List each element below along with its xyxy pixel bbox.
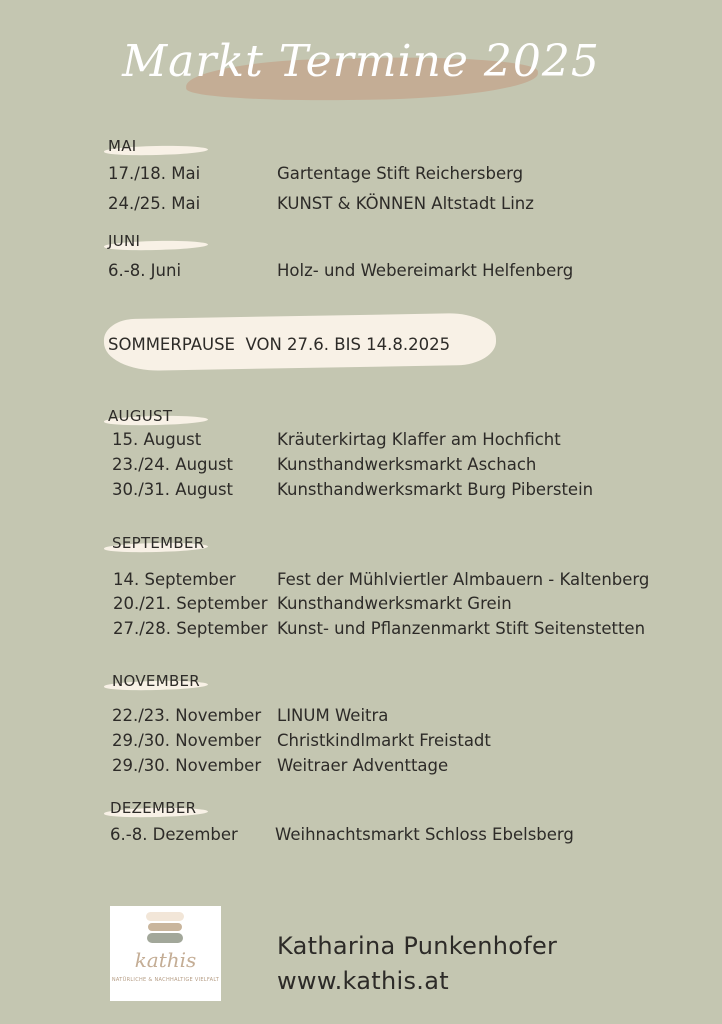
event-date: 6.-8. Juni [108, 261, 182, 280]
month-heading-august: AUGUST [108, 407, 173, 425]
summer-break-notice: SOMMERPAUSE VON 27.6. BIS 14.8.2025 [108, 335, 451, 354]
logo-stone [148, 923, 182, 931]
event-date: 27./28. September [113, 619, 268, 638]
event-date: 24./25. Mai [108, 194, 201, 213]
event-name: Christkindlmarkt Freistadt [277, 731, 491, 750]
month-heading-november: NOVEMBER [112, 672, 201, 690]
event-date: 30./31. August [112, 480, 234, 499]
month-heading-dezember: DEZEMBER [110, 799, 197, 817]
event-date: 29./30. November [112, 756, 262, 775]
event-name: Holz- und Webereimarkt Helfenberg [277, 261, 574, 280]
event-name: Weihnachtsmarkt Schloss Ebelsberg [275, 825, 574, 844]
month-heading-mai: MAI [108, 137, 137, 155]
contact-name: Katharina Punkenhofer [277, 932, 558, 960]
event-name: Kräuterkirtag Klaffer am Hochficht [277, 430, 561, 449]
month-heading-september: SEPTEMBER [112, 534, 205, 552]
logo-tagline: NATÜRLICHE & NACHHALTIGE VIELFALT [111, 977, 220, 983]
page-title: Markt Termine 2025 [122, 36, 600, 87]
event-date: 29./30. November [112, 731, 262, 750]
event-name: Kunst- und Pflanzenmarkt Stift Seitenstetten [277, 619, 646, 638]
contact-website[interactable]: www.kathis.at [277, 967, 449, 995]
event-date: 17./18. Mai [108, 164, 201, 183]
event-name: Fest der Mühlviertler Almbauern - Kaltenberg [277, 570, 650, 589]
event-name: Kunsthandwerksmarkt Aschach [277, 455, 537, 474]
event-date: 6.-8. Dezember [110, 825, 238, 844]
event-date: 20./21. September [113, 594, 268, 613]
event-name: LINUM Weitra [277, 706, 389, 725]
event-name: Weitraer Adventtage [277, 756, 449, 775]
event-name: KUNST & KÖNNEN Altstadt Linz [277, 194, 534, 213]
kathis-logo [110, 906, 221, 1001]
event-name: Kunsthandwerksmarkt Burg Piberstein [277, 480, 594, 499]
event-name: Kunsthandwerksmarkt Grein [277, 594, 512, 613]
title-area [0, 22, 722, 112]
month-heading-juni: JUNI [108, 232, 141, 250]
event-date: 15. August [112, 430, 202, 449]
event-name: Gartentage Stift Reichersberg [277, 164, 524, 183]
logo-stone [146, 912, 184, 921]
logo-stone [147, 933, 183, 943]
event-date: 23./24. August [112, 455, 234, 474]
event-date: 14. September [113, 570, 236, 589]
event-date: 22./23. November [112, 706, 262, 725]
logo-wordmark: kathis [134, 948, 197, 972]
